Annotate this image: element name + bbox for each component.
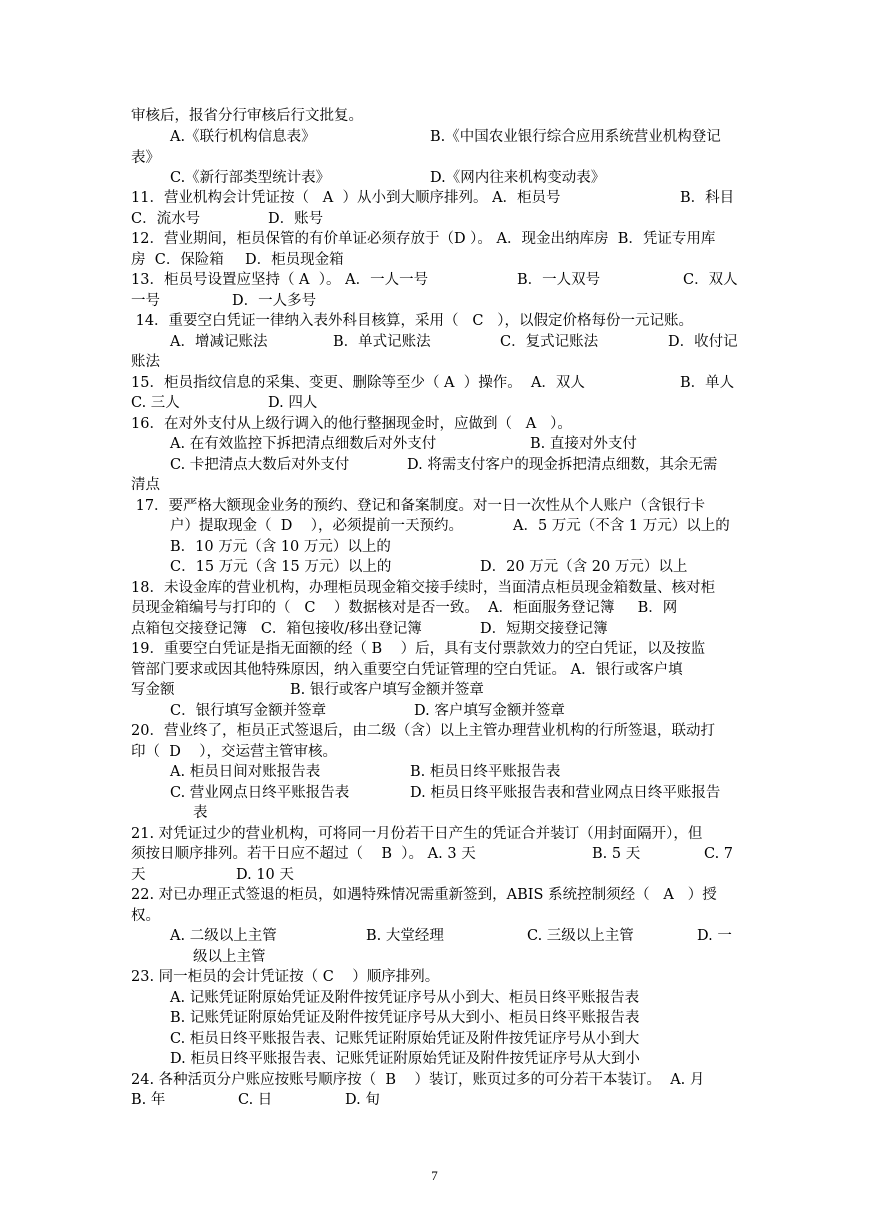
text-line: 19．重要空白凭证是指无面额的经（ B ）后，具有支付票款效力的空白凭证，以及按监 — [131, 641, 706, 657]
text-line: A. 在有效监控下拆把清点细数后对外支付 — [170, 436, 437, 452]
text-line: 14．重要空白凭证一律纳入表外科目核算，采用（ C ），以假定价格每份一元记账。 — [131, 313, 694, 329]
text-line: 13．柜员号设置应坚持（ A ）。 A．一人一号 — [131, 272, 429, 288]
text-line: B．单人 — [680, 375, 735, 391]
text-line: D．短期交接登记簿 — [480, 621, 608, 637]
text-line: 印（ D ），交运营主管审核。 — [131, 744, 338, 760]
text-line: C. 三级以上主管 — [527, 928, 634, 944]
text-line: A．增减记账法 — [170, 334, 268, 350]
text-line: A. 柜员日间对账报告表 — [170, 764, 321, 780]
text-line: 18．未设金库的营业机构，办理柜员现金箱交接手续时，当面清点柜员现金箱数量、核对柜 — [131, 580, 715, 596]
text-line: B. 直接对外支付 — [530, 436, 637, 452]
text-line: C．15 万元（含 15 万元）以上的 — [170, 559, 392, 575]
text-line: 点箱包交接登记簿 C．箱包接收/移出登记簿 — [131, 621, 422, 637]
text-line: 天 — [131, 867, 146, 883]
text-line: 写金额 — [131, 682, 175, 698]
text-line: 11．营业机构会计凭证按（ A ）从小到大顺序排列。 A．柜员号 — [131, 190, 561, 206]
text-line: D．账号 — [268, 211, 324, 227]
text-line: C. 日 — [238, 1092, 273, 1108]
text-line: C．流水号 — [131, 211, 201, 227]
text-line: B.《中国农业银行综合应用系统营业机构登记 — [430, 129, 721, 145]
text-line: D. 柜员日终平账报告表、记账凭证附原始凭证及附件按凭证序号从大到小 — [170, 1051, 640, 1067]
text-line: A. 二级以上主管 — [170, 928, 277, 944]
text-line: 表 — [193, 805, 208, 821]
text-line: 17．要严格大额现金业务的预约、登记和备案制度。对一日一次性从个人账户（含银行卡 — [131, 498, 706, 514]
text-line: 一号 — [131, 293, 160, 309]
text-line: 须按日顺序排列。若干日应不超过（ B ）。 A. 3 天 — [131, 846, 476, 862]
text-line: D. 旬 — [345, 1092, 380, 1108]
text-line: B. 大堂经理 — [366, 928, 444, 944]
text-line: D.《网内往来机构变动表》 — [430, 170, 606, 186]
text-line: C．银行填写金额并签章 — [170, 703, 327, 719]
text-line: D. 四人 — [268, 395, 318, 411]
text-line: D．20 万元（含 20 万元）以上 — [480, 559, 688, 575]
page-number: 7 — [431, 1168, 438, 1183]
text-line: 房 C．保险箱 — [131, 252, 224, 268]
text-line: D．柜员现金箱 — [245, 252, 344, 268]
text-line: D．收付记 — [668, 334, 738, 350]
text-line: B．一人双号 — [517, 272, 601, 288]
text-line: 21. 对凭证过少的营业机构，可将同一月份若干日产生的凭证合并装订（用封面隔开），但 — [131, 826, 703, 842]
text-line: C. 营业网点日终平账报告表 — [170, 785, 350, 801]
text-line: B．单式记账法 — [333, 334, 431, 350]
text-line: 16．在对外支付从上级行调入的他行整捆现金时，应做到（ A ）。 — [131, 416, 572, 432]
text-line: D. 一 — [697, 928, 732, 944]
text-line: C. 卡把清点大数后对外支付 — [170, 457, 350, 473]
text-line: 22. 对已办理正式签退的柜员，如遇特殊情况需重新签到，ABIS 系统控制须经（ A ）授 — [131, 887, 717, 903]
text-line: 表》 — [131, 150, 160, 166]
text-line: 20．营业终了，柜员正式签退后，由二级（含）以上主管办理营业机构的行所签退，联动打 — [131, 723, 715, 739]
text-line: 24. 各种活页分户账应按账号顺序按（ B ）装订，账页过多的可分若干本装订。 A. 月 — [131, 1072, 705, 1088]
text-line: C．双人 — [683, 272, 738, 288]
text-line: 23. 同一柜员的会计凭证按（ C ）顺序排列。 — [131, 969, 440, 985]
text-line: A．5 万元（不含 1 万元）以上的 — [513, 518, 730, 534]
text-line: 级以上主管 — [193, 949, 266, 965]
text-line: C. 三人 — [131, 395, 180, 411]
text-line: A. 记账凭证附原始凭证及附件按凭证序号从小到大、柜员日终平账报告表 — [170, 990, 640, 1006]
text-line: B. 5 天 — [592, 846, 641, 862]
text-line: B. 记账凭证附原始凭证及附件按凭证序号从大到小、柜员日终平账报告表 — [170, 1010, 640, 1026]
text-line: 15．柜员指纹信息的采集、变更、删除等至少（ A ）操作。 A．双人 — [131, 375, 585, 391]
text-line: D. 10 天 — [236, 867, 294, 883]
text-line: 员现金箱编号与打印的（ C ）数据核对是否一致。 A．柜面服务登记簿 B．网 — [131, 600, 678, 616]
text-line: 管部门要求或因其他特殊原因，纳入重要空白凭证管理的空白凭证。 A．银行或客户填 — [131, 662, 683, 678]
text-line: B. 银行或客户填写金额并签章 — [290, 682, 484, 698]
text-line: 户）提取现金（ D ），必须提前一天预约。 — [170, 518, 464, 534]
text-line: 账法 — [131, 354, 160, 370]
text-line: B. 柜员日终平账报告表 — [410, 764, 561, 780]
text-line: D. 柜员日终平账报告表和营业网点日终平账报告 — [410, 785, 721, 801]
text-line: B．10 万元（含 10 万元）以上的 — [170, 539, 391, 555]
text-line: A.《联行机构信息表》 — [170, 129, 316, 145]
text-line: B．科目 — [680, 190, 735, 206]
text-line: D．一人多号 — [232, 293, 317, 309]
text-line: B. 年 — [131, 1092, 166, 1108]
text-line: 12．营业期间，柜员保管的有价单证必须存放于（D ）。 A．现金出纳库房 B．凭证专用库 — [131, 231, 716, 247]
text-line: 权。 — [131, 908, 160, 924]
text-line: D. 将需支付客户的现金拆把清点细数，其余无需 — [407, 457, 718, 473]
text-line: D. 客户填写金额并签章 — [414, 703, 565, 719]
text-line: C. 柜员日终平账报告表、记账凭证附原始凭证及附件按凭证序号从小到大 — [170, 1031, 640, 1047]
text-line: C.《新行部类型统计表》 — [170, 170, 331, 186]
text-line: C．复式记账法 — [500, 334, 599, 350]
text-line: 清点 — [131, 477, 160, 493]
text-line: C. 7 — [704, 846, 734, 862]
text-line: 审核后，报省分行审核后行文批复。 — [131, 108, 363, 124]
